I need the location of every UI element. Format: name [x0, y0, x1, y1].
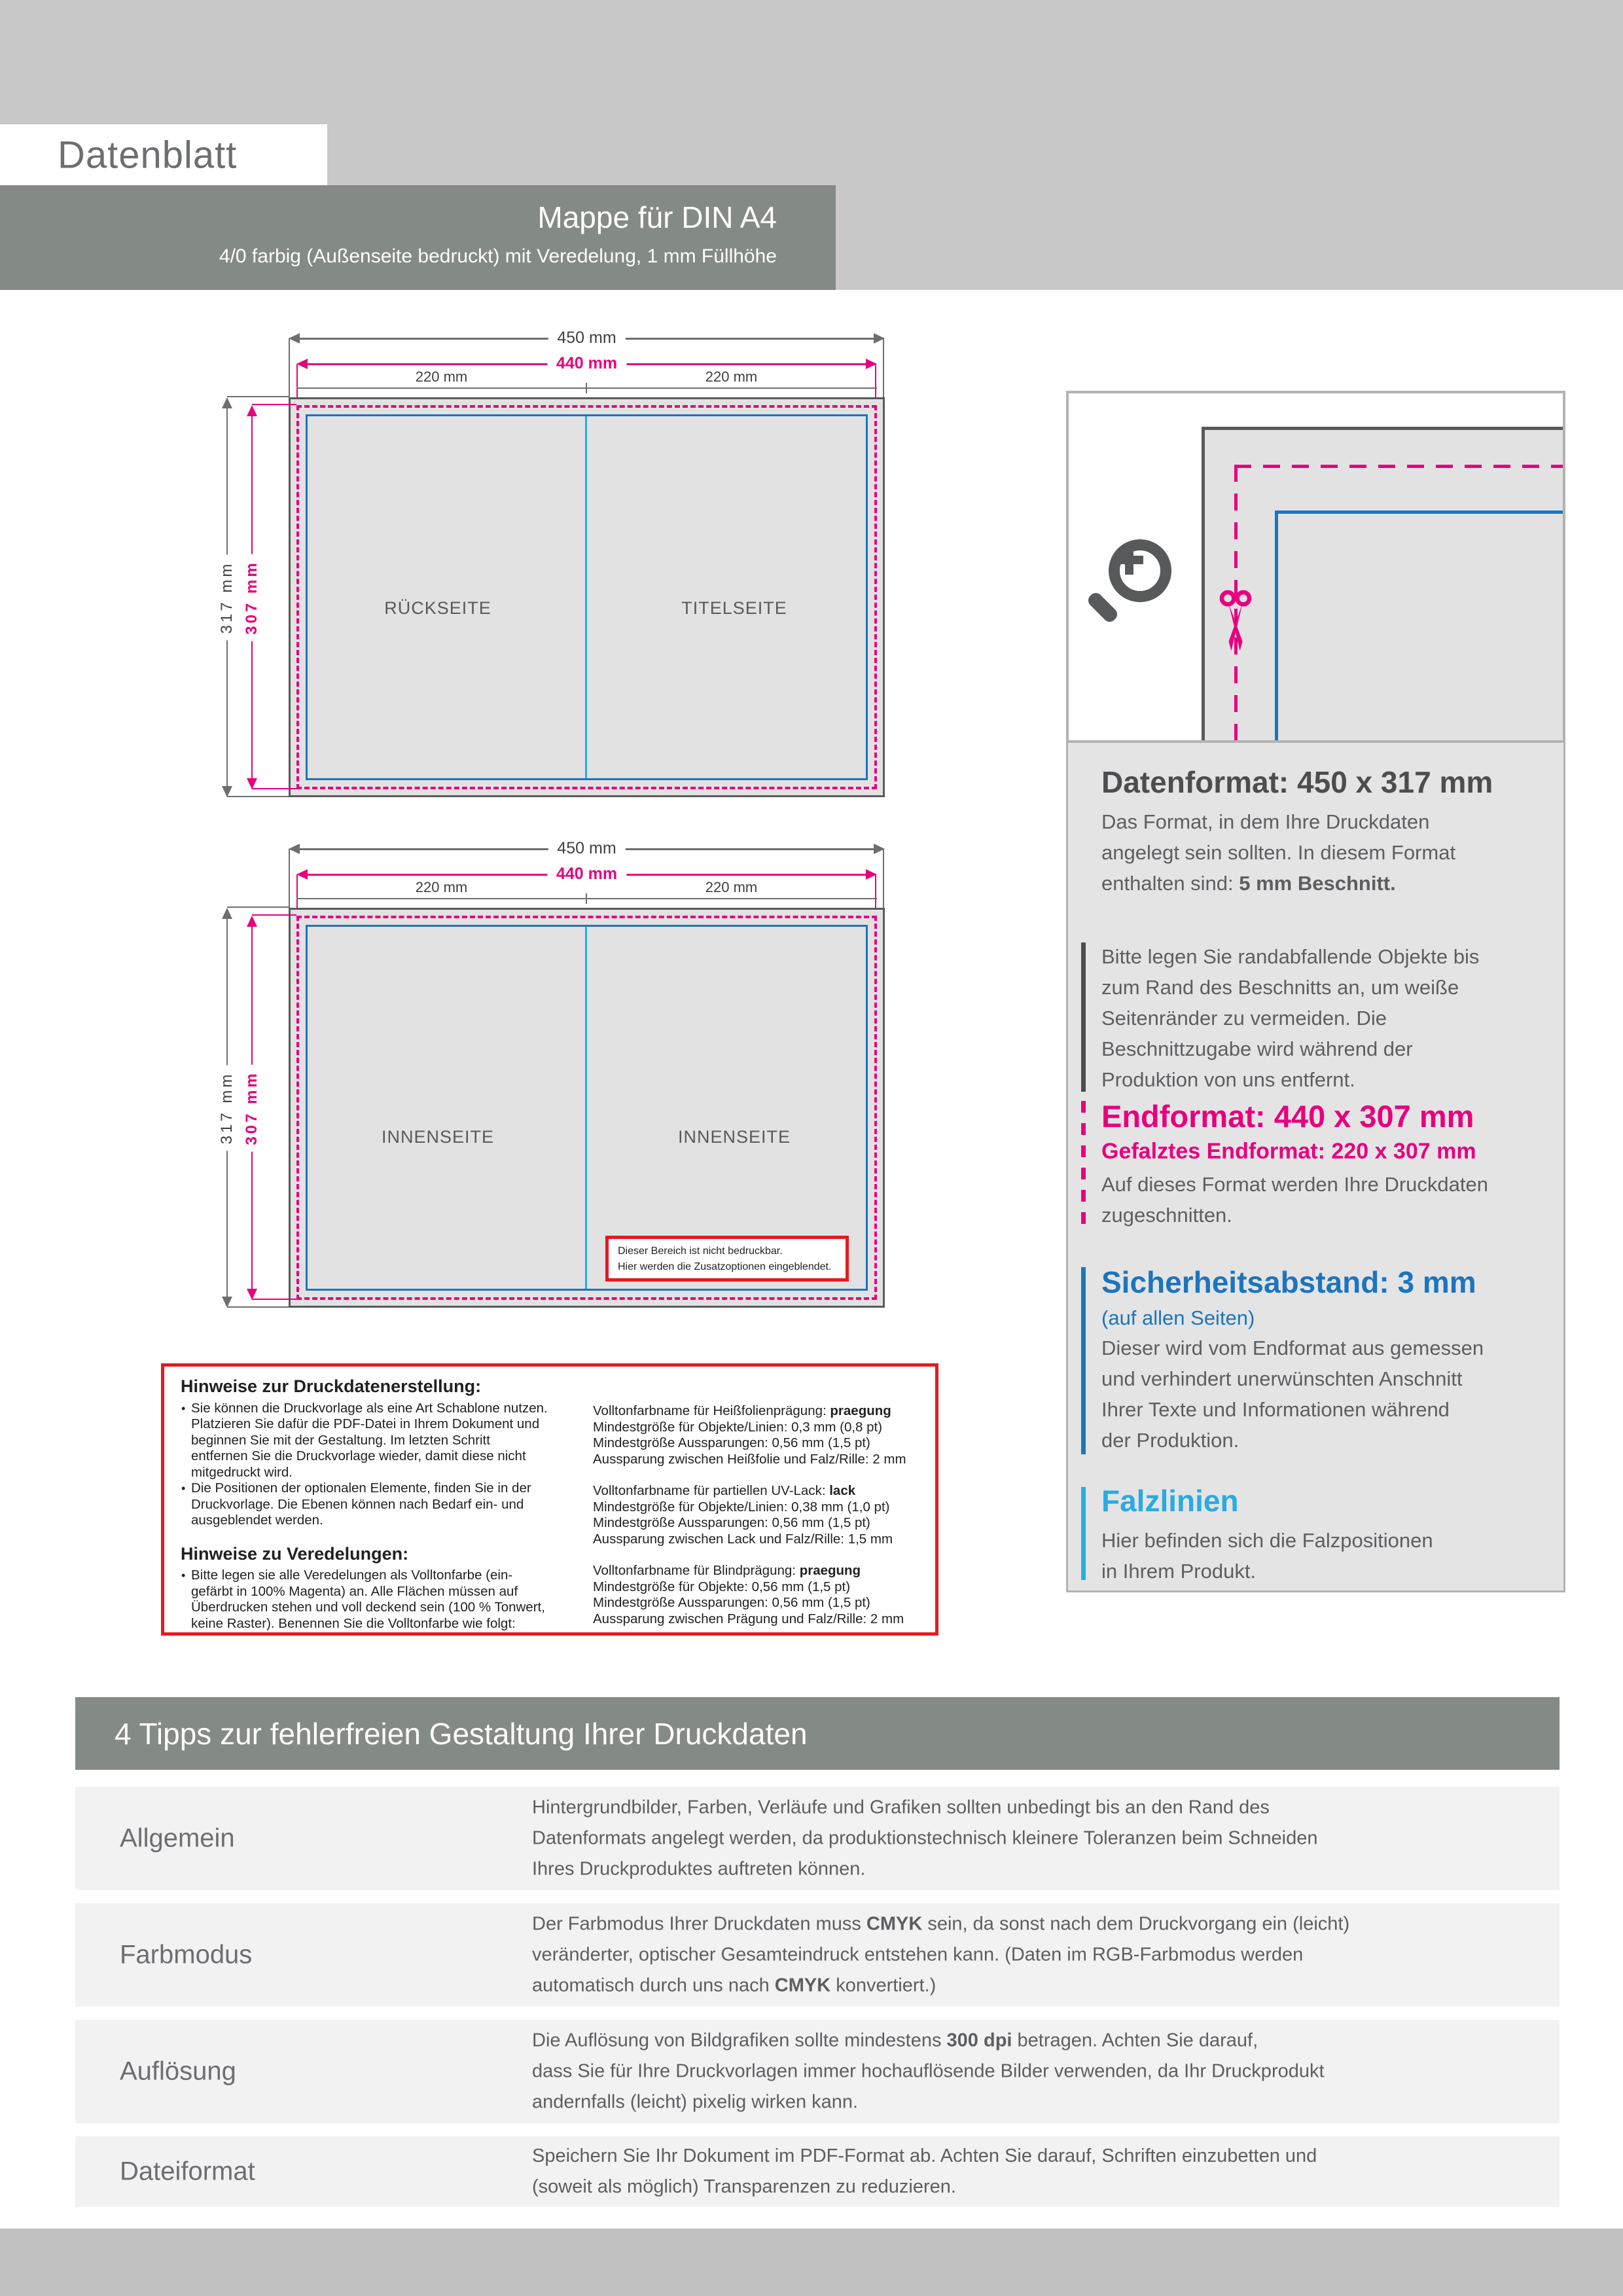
tip-text: Speichern Sie Ihr Dokument im PDF-Format ab. Achten Sie darauf, Schriften einzubetten und (soweit als möglich) Transparenzen zu reduzieren.: [532, 2145, 1317, 2197]
hint-bullet: • Sie können die Druckvorlage als eine Art Schablone nutzen. Platzieren Sie dafür die PDF-Datei in Ihrem Dokument und beginnen Sie mit der Gestaltung. Im letzten Schritt entfernen Sie die Druckvorlage wieder, damit diese nicht mitgedruckt wird.: [181, 1401, 590, 1481]
dim-450-outside: [289, 329, 885, 347]
dim-317-outside: [218, 397, 236, 797]
bleed-note: Bitte legen Sie randabfallende Objekte bis zum Rand des Beschnitts an, um weiße Seitenränder zu vermeiden. Die Beschnittzugabe wird während der Produktion von uns entfernt.: [1101, 945, 1480, 1091]
foldlines-title: Falzlinien: [1101, 1484, 1239, 1518]
foldlines-bar: [1081, 1487, 1086, 1580]
panel-label-inside-left: INNENSEITE: [381, 1127, 495, 1147]
endformat-subtitle: Gefalztes Endformat: 220 x 307 mm: [1101, 1139, 1476, 1164]
arrow-up-icon: [247, 405, 257, 416]
dim-317-label: 317 mm: [214, 1065, 240, 1151]
hints-box: [161, 1363, 938, 1636]
preview-endformat-dashed-h: [1234, 465, 1563, 468]
datenformat-body: Das Format, in dem Ihre Druckdaten angelegt sein sollten. In diesem Format enthalten sind: 5 mm Beschnitt.: [1101, 810, 1456, 895]
conn-line: [227, 796, 289, 797]
endformat-title: Endformat: 440 x 307 mm: [1101, 1099, 1474, 1134]
tip-label: Farbmodus: [120, 1940, 253, 1969]
ext-line: [883, 338, 884, 397]
tip-label: Allgemein: [120, 1823, 235, 1853]
hints-title-veredelungen: Hinweise zu Veredelungen:: [181, 1543, 409, 1564]
conn-line: [227, 906, 289, 908]
safety-body: Dieser wird vom Endformat aus gemessen und verhindert unerwünschten Anschnitt Ihrer Texte und Informationen während der Produktion.: [1101, 1336, 1484, 1452]
dim-440-label: 440 mm: [547, 353, 626, 373]
dim-220-right-label: 220 mm: [705, 879, 758, 895]
arrow-up-icon: [222, 397, 232, 408]
dim-220-left-label: 220 mm: [415, 368, 468, 385]
tip-label: Auflösung: [120, 2056, 236, 2086]
arrow-up-icon: [247, 916, 257, 927]
arrow-up-icon: [222, 908, 232, 919]
hints-right-column: [593, 1403, 933, 1643]
dim-307-inside: [243, 916, 260, 1300]
dim-220-center-tick: [586, 893, 587, 904]
conn-line: [227, 1306, 289, 1308]
dim-317-label: 317 mm: [214, 554, 240, 640]
dim-317-inside: [218, 908, 236, 1308]
conn-line-magenta: [252, 404, 296, 405]
page-title: Datenblatt: [58, 134, 238, 176]
panel-label-front: TITELSEITE: [681, 598, 787, 618]
safety-subtitle: (auf allen Seiten): [1101, 1306, 1255, 1329]
safety-bar: [1081, 1267, 1086, 1454]
conn-line-magenta: [252, 1299, 296, 1300]
hint-bullet: • Bitte legen sie alle Veredelungen als Volltonfarbe (ein- gefärbt in 100% Magenta) an. Alle Flächen müssen auf Überdrucken stehen und voll deckend sein (100 % Tonwert, keine Raster). Benennen Sie die Volltonfarbe wie folgt:: [181, 1568, 590, 1632]
dim-450-label: 450 mm: [548, 328, 625, 348]
dim-307-outside: [243, 405, 260, 789]
conn-line-magenta: [252, 788, 296, 789]
zoom-in-icon: [1109, 539, 1171, 602]
zoom-handle: [1086, 590, 1120, 624]
dim-220-left-label: 220 mm: [415, 879, 468, 895]
zoom-plus-v: [1125, 546, 1133, 575]
dim-440-inside: [296, 865, 877, 883]
tip-text: Die Auflösung von Bildgrafiken sollte mindestens 300 dpi betragen. Achten Sie darauf, dass Sie für Ihre Druckvorlagen immer hochauflösende Bilder verwenden, da Ihr Druckprodukt andernfalls (leicht) pixelig wirken kann.: [532, 2030, 1325, 2113]
dim-440-label: 440 mm: [547, 864, 626, 884]
scissors-icon: [1218, 590, 1253, 655]
detail-preview-box: [1066, 391, 1565, 743]
arrow-left-icon: [296, 359, 308, 369]
safety-title: Sicherheitsabstand: 3 mm: [1101, 1265, 1476, 1299]
conn-line-magenta: [252, 914, 296, 916]
footer-gray-band: [0, 2229, 1623, 2296]
dim-220-center-tick: [586, 383, 587, 393]
preview-safety-line-h: [1275, 511, 1563, 514]
tip-row-farbmodus: [75, 1903, 1560, 2007]
dim-450-inside: [289, 839, 885, 857]
arrow-left-icon: [289, 333, 300, 344]
product-subtitle: 4/0 farbig (Außenseite bedruckt) mit Veredelung, 1 mm Füllhöhe: [219, 245, 777, 267]
fold-line-outside: [585, 416, 587, 778]
tip-row-allgemein: [75, 1787, 1560, 1890]
panel-label-back: RÜCKSEITE: [384, 598, 491, 618]
datenblatt-title-box: [0, 124, 327, 185]
bleed-note-bar: [1081, 942, 1086, 1092]
product-title: Mappe für DIN A4: [537, 200, 777, 234]
hints-left-column: [181, 1378, 590, 1632]
hints-title-druckdaten: Hinweise zur Druckdatenerstellung:: [181, 1376, 482, 1396]
tip-text: Der Farbmodus Ihrer Druckdaten muss CMYK sein, da sonst nach dem Druckvorgang ein (leicht) veränderter, optischer Gesamteindruck entstehen kann. (Daten im RGB-Farbmodus werden automatisch durch uns nach CMYK konvertiert.): [532, 1913, 1350, 1996]
dim-307-label: 307 mm: [239, 1064, 265, 1151]
spot-color-block-uvlack: Volltonfarbname für partiellen UV-Lack: lack Mindestgröße für Objekte/Linien: 0,38 mm (1,0 pt) Mindestgröße Aussparungen: 0,56 mm (1,5 pt) Aussparung zwischen Lack und Falz/Rille: 1,5 mm: [593, 1483, 893, 1547]
dim-307-label: 307 mm: [239, 554, 265, 641]
tip-label: Dateiformat: [120, 2157, 255, 2186]
endformat-body: Auf dieses Format werden Ihre Druckdaten zugeschnitten.: [1101, 1173, 1488, 1227]
tip-row-dateiformat: [75, 2136, 1560, 2207]
tips-banner-title: 4 Tipps zur fehlerfreien Gestaltung Ihrer Druckdaten: [115, 1716, 808, 1751]
tip-row-aufloesung: [75, 2020, 1560, 2123]
arrow-left-icon: [289, 844, 300, 854]
preview-datenformat-line-v: [1202, 427, 1205, 740]
tips-banner: [75, 1697, 1560, 1770]
tip-text: Hintergrundbilder, Farben, Verläufe und Grafiken sollten unbedingt bis an den Rand des Datenformats angelegt werden, da produktionstechnisch kleinere Toleranzen beim Schneiden Ihres Druckproduktes auftreten können.: [532, 1797, 1318, 1880]
hint-bullet: • Die Positionen der optionalen Elemente, finden Sie in der Druckvorlage. Die Ebenen können nach Bedarf ein- und ausgeblendet werden.: [181, 1480, 590, 1529]
panel-label-inside-right: INNENSEITE: [677, 1127, 791, 1147]
product-banner: [0, 185, 836, 290]
preview-safety-line-v: [1275, 511, 1278, 740]
ext-line: [883, 849, 884, 908]
ext-line: [289, 338, 290, 397]
spot-color-block-blindpraegung: Volltonfarbname für Blindprägung: praegung Mindestgröße für Objekte: 0,56 mm (1,5 pt) Mindestgröße Aussparungen: 0,56 mm (1,5 pt) Aussparung zwischen Prägung und Falz/Rille: 2 mm: [593, 1563, 904, 1626]
arrow-left-icon: [296, 869, 308, 880]
preview-datenformat-line-h: [1202, 427, 1563, 430]
dim-450-label: 450 mm: [548, 838, 625, 858]
spot-color-block-heissfolie: Volltonfarbname für Heißfolienprägung: praegung Mindestgröße für Objekte/Linien: 0,3 mm (0,8 pt) Mindestgröße Aussparungen: 0,56 mm (1,5 pt) Aussparung zwischen Heißfolie und Falz/Rille: 2 mm: [593, 1403, 906, 1467]
detail-preview: [1069, 393, 1563, 740]
datenformat-title: Datenformat: 450 x 317 mm: [1101, 765, 1493, 799]
conn-line: [227, 396, 289, 397]
dim-440-outside: [296, 354, 877, 372]
fold-line-inside: [585, 927, 587, 1289]
preview-page-fill: [1205, 430, 1563, 740]
foldlines-body: Hier befinden sich die Falzpositionen in Ihrem Produkt.: [1101, 1529, 1433, 1583]
dim-220-right-label: 220 mm: [705, 368, 758, 385]
non-printable-note: Dieser Bereich ist nicht bedruckbar. Hier werden die Zusatzoptionen eingeblendet.: [605, 1236, 849, 1282]
endformat-bar-dashed: [1081, 1101, 1086, 1225]
ext-line: [289, 849, 290, 908]
